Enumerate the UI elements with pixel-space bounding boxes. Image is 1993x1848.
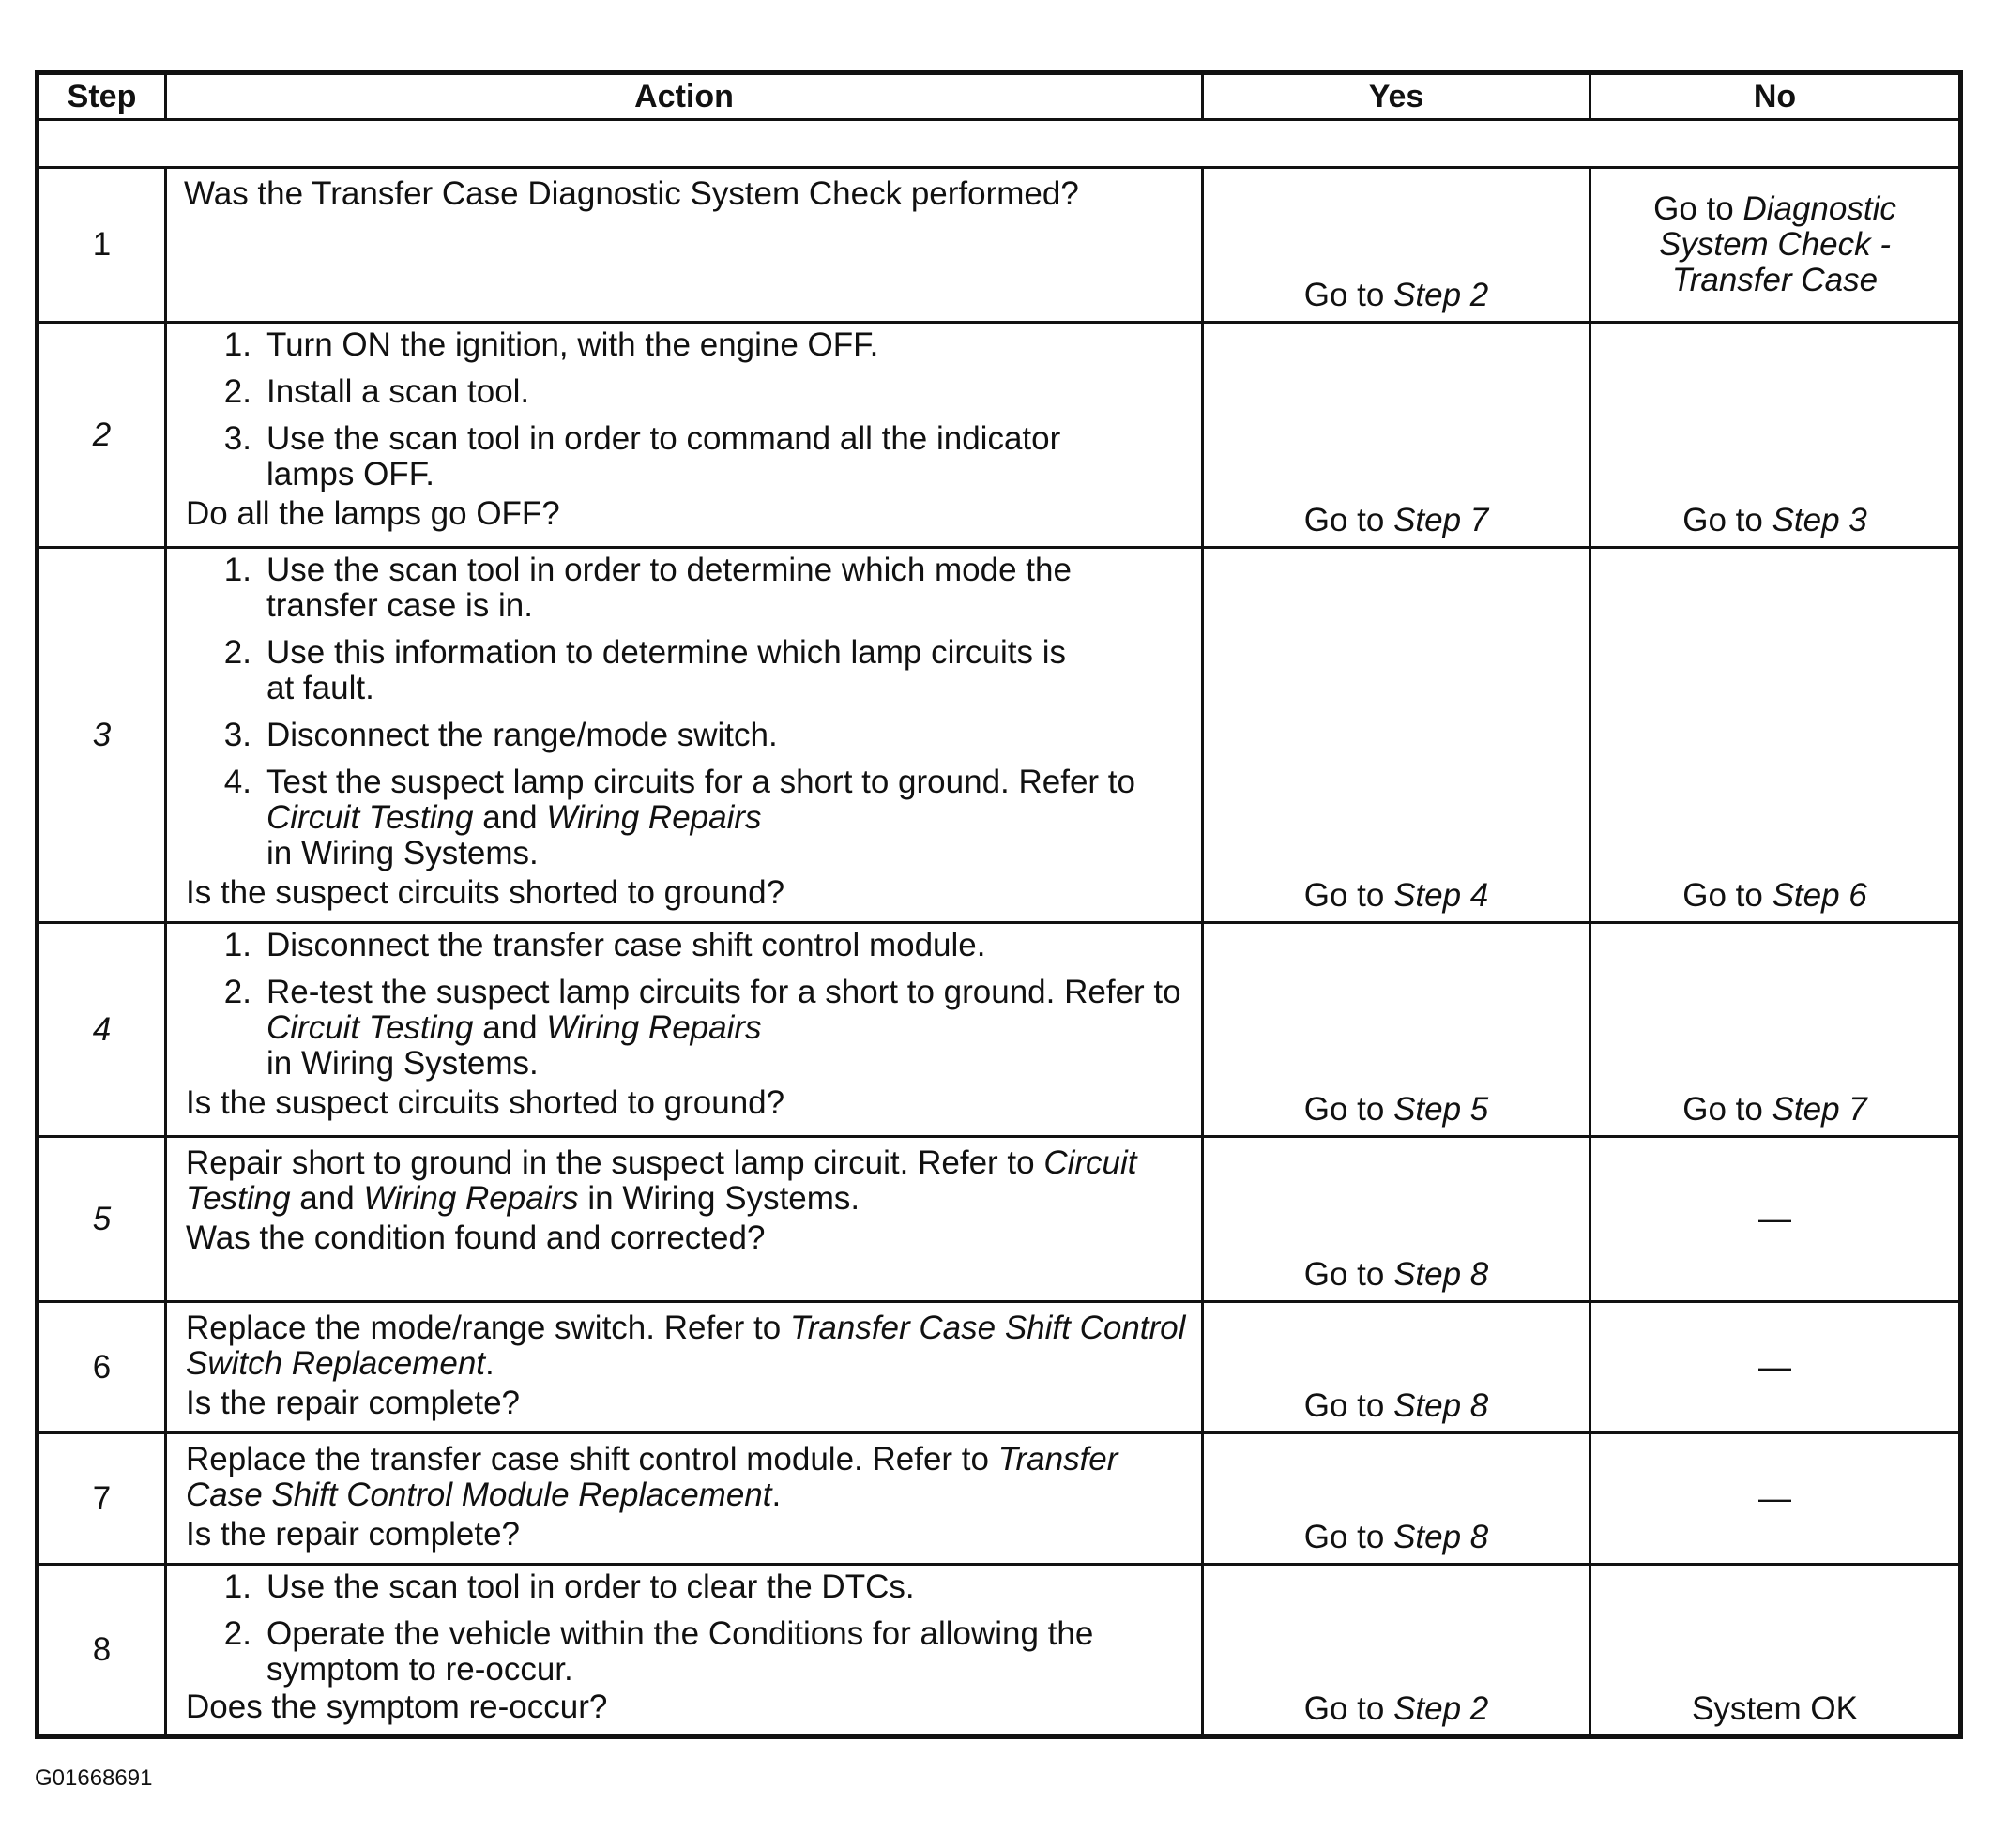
action-cell — [166, 323, 1203, 548]
action-cell — [166, 1565, 1203, 1737]
step-number: 6 — [38, 1302, 166, 1433]
question-text: Do all the lamps go OFF? — [186, 495, 560, 532]
no-dash: — — [1758, 1479, 1791, 1517]
table-row — [38, 1137, 1961, 1302]
yes-cell: Go to Step 2 — [1203, 1565, 1590, 1737]
list-item: 2. Re-test the suspect lamp circuits for a short to ground. Refer to Circuit Testing and Wiring Repairs in Wiring Systems. — [223, 974, 1181, 1082]
reference-link[interactable]: Transfer Case Shift Control Module Replacement — [186, 1441, 1118, 1513]
list-item: 1. Turn ON the ignition, with the engine OFF. — [223, 326, 879, 363]
yes-link[interactable]: Step 2 — [1393, 277, 1489, 313]
yes-cell: Go to Step 8 — [1203, 1302, 1590, 1433]
step-number: 7 — [38, 1433, 166, 1565]
action-text: Repair short to ground in the suspect lamp circuit. Refer to — [186, 1144, 1035, 1181]
diagnostic-table — [35, 70, 1963, 1739]
yes-link[interactable]: Step 2 — [1393, 1690, 1489, 1727]
table-row — [38, 1565, 1961, 1737]
no-link[interactable]: Step 3 — [1772, 502, 1867, 538]
action-cell — [166, 548, 1203, 923]
question-text: Is the suspect circuits shorted to ground? — [186, 874, 785, 911]
table-row — [38, 1433, 1961, 1565]
step-number: 2 — [38, 323, 166, 548]
yes-cell: Go to Step 7 — [1203, 323, 1590, 548]
yes-link[interactable]: Step 8 — [1393, 1387, 1489, 1424]
figure-code: G01668691 — [35, 1765, 153, 1791]
yes-link[interactable]: Step 8 — [1393, 1519, 1489, 1555]
action-cell: Replace the transfer case shift control module. Refer to Transfer Case Shift Control Module Replacement. Is the repair complete? — [166, 1433, 1203, 1565]
list-item: 1. Use the scan tool in order to clear the DTCs. — [223, 1568, 915, 1605]
question-text: Was the condition found and corrected? — [186, 1219, 766, 1256]
action-text: Replace the mode/range switch. Refer to — [186, 1310, 782, 1346]
question-text: Is the suspect circuits shorted to ground? — [186, 1084, 785, 1121]
no-cell: Go to Step 6 — [1590, 548, 1961, 923]
reference-link[interactable]: Transfer Case Shift Control Switch Replacement — [186, 1310, 1186, 1382]
reference-link[interactable]: Circuit Testing — [186, 1144, 1137, 1217]
no-link-line[interactable]: Go to Diagnostic — [1653, 190, 1896, 227]
list-item: 1. Disconnect the transfer case shift control module. — [223, 927, 986, 963]
question-text: Is the repair complete? — [186, 1385, 521, 1421]
step-number: 8 — [38, 1565, 166, 1737]
action-list — [205, 553, 1192, 871]
step-number: 5 — [38, 1137, 166, 1302]
action-list — [205, 928, 1192, 1082]
question-text: Is the repair complete? — [186, 1516, 521, 1553]
action-text: Was the Transfer Case Diagnostic System Check performed? — [184, 175, 1079, 212]
action-text: Replace the transfer case shift control module. Refer to — [186, 1441, 989, 1477]
table-row — [38, 168, 1961, 323]
yes-cell: Go to Step 8 — [1203, 1433, 1590, 1565]
reference-link[interactable]: Wiring Repairs — [546, 1009, 762, 1046]
no-cell: Go to Step 3 — [1590, 323, 1961, 548]
no-cell — [1590, 168, 1961, 323]
list-item: 1. Use the scan tool in order to determine which mode the transfer case is in. — [223, 552, 1072, 624]
goto-label: Go to — [1303, 277, 1385, 313]
list-item: 2. Use this information to determine which lamp circuits is at fault. — [223, 634, 1066, 706]
step-number: 1 — [38, 168, 166, 323]
header-no: No — [1590, 73, 1961, 120]
diagnostic-document — [35, 70, 1960, 1739]
reference-link[interactable]: Wiring Repairs — [546, 799, 762, 836]
no-link[interactable]: Step 7 — [1772, 1091, 1867, 1128]
header-yes: Yes — [1203, 73, 1590, 120]
yes-cell: Go to Step 8 — [1203, 1137, 1590, 1302]
reference-link[interactable]: Circuit Testing — [266, 1009, 474, 1046]
no-link-line[interactable]: System Check - — [1659, 226, 1891, 263]
list-item: 3. Use the scan tool in order to command all the indicator lamps OFF. — [223, 420, 1061, 492]
no-link-line[interactable]: Transfer Case — [1671, 262, 1879, 298]
table-row — [38, 548, 1961, 923]
spacer-row — [38, 120, 1961, 168]
reference-link[interactable]: Circuit Testing — [266, 799, 474, 836]
no-cell — [1590, 1302, 1961, 1433]
no-link[interactable]: Step 6 — [1772, 877, 1867, 914]
no-cell — [1590, 1433, 1961, 1565]
list-item: 3. Disconnect the range/mode switch. — [223, 717, 778, 753]
step-number: 4 — [38, 923, 166, 1137]
table-row — [38, 323, 1961, 548]
no-cell — [1590, 1137, 1961, 1302]
table-header-row — [38, 73, 1961, 120]
yes-link[interactable]: Step 8 — [1393, 1256, 1489, 1293]
header-step: Step — [38, 73, 166, 120]
action-cell — [166, 923, 1203, 1137]
no-dash: — — [1758, 1200, 1791, 1237]
yes-link[interactable]: Step 4 — [1393, 877, 1489, 914]
no-cell — [1590, 1565, 1961, 1737]
yes-cell: Go to Step 5 — [1203, 923, 1590, 1137]
yes-link[interactable]: Step 5 — [1393, 1091, 1489, 1128]
action-list — [205, 1569, 1192, 1688]
table-row — [38, 923, 1961, 1137]
list-item: 2. Operate the vehicle within the Conditions for allowing the symptom to re-occur. — [223, 1615, 1094, 1688]
no-cell: Go to Step 7 — [1590, 923, 1961, 1137]
action-list — [205, 327, 1192, 492]
table-row — [38, 1302, 1961, 1433]
yes-cell — [1203, 168, 1590, 323]
no-dash: — — [1758, 1348, 1791, 1386]
header-action: Action — [166, 73, 1203, 120]
question-text: Does the symptom re-occur? — [186, 1689, 608, 1725]
list-item: 4. Test the suspect lamp circuits for a short to ground. Refer to Circuit Testing and Wiring Repairs in Wiring Systems. — [223, 764, 1135, 871]
reference-link[interactable]: Wiring Repairs — [363, 1180, 579, 1217]
step-number: 3 — [38, 548, 166, 923]
yes-link[interactable]: Step 7 — [1393, 502, 1489, 538]
action-cell: Repair short to ground in the suspect lamp circuit. Refer to Circuit Testing and Wiring Repairs in Wiring Systems. Was the condition found and corrected? — [166, 1137, 1203, 1302]
action-cell: Replace the mode/range switch. Refer to Transfer Case Shift Control Switch Replacement. Is the repair complete? — [166, 1302, 1203, 1433]
action-cell — [166, 168, 1203, 323]
list-item: 2. Install a scan tool. — [223, 373, 530, 410]
no-result: System OK — [1692, 1690, 1858, 1727]
yes-cell: Go to Step 4 — [1203, 548, 1590, 923]
